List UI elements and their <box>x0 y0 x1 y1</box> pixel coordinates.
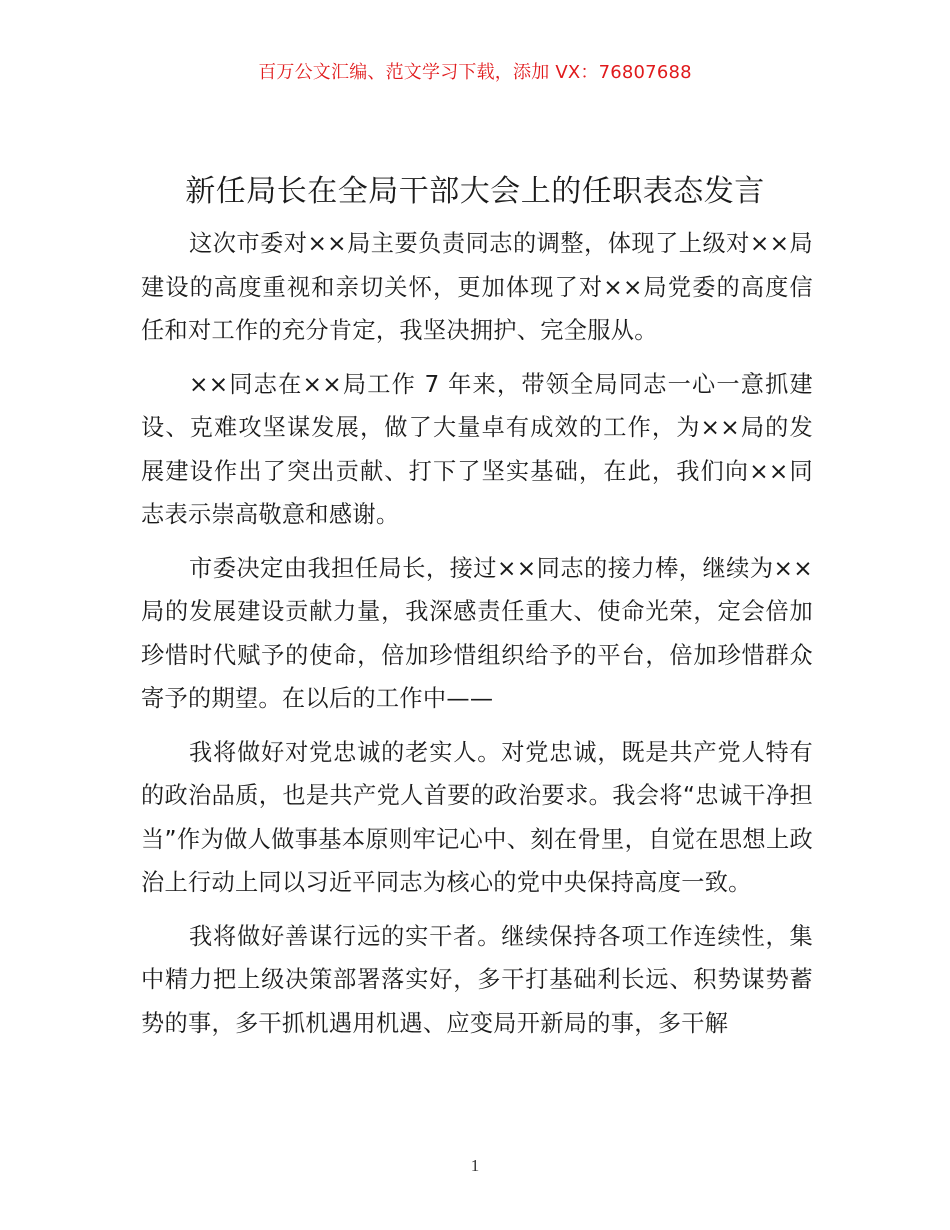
paragraph: 我将做好对党忠诚的老实人。对党忠诚，既是共产党人特有的政治品质，也是共产党人首要的政治要求。我会将“忠诚干净担当”作为做人做事基本原则牢记心中、刻在骨里，自觉在思想上政治上行动上同以习近平同志为核心的党中央保持高度一致。 <box>141 738 813 896</box>
paragraph: 这次市委对××局主要负责同志的调整，体现了上级对××局建设的高度重视和亲切关怀，更加体现了对××局党委的高度信任和对工作的充分肯定，我坚决拥护、完全服从。 <box>141 230 813 344</box>
watermark-header: 百万公文汇编、范文学习下载，添加 VX：76807688 <box>258 62 692 83</box>
document-title: 新任局长在全局干部大会上的任职表态发言 <box>185 174 765 209</box>
paragraph: ××同志在××局工作 7 年来，带领全局同志一心一意抓建设、克难攻坚谋发展，做了大量卓有成效的工作，为××局的发展建设作出了突出贡献、打下了坚实基础，在此，我们向××同志表示崇高敬意和感谢。 <box>141 370 813 528</box>
page-number: 1 <box>470 1156 480 1175</box>
paragraph: 我将做好善谋行远的实干者。继续保持各项工作连续性，集中精力把上级决策部署落实好，多干打基础利长远、积势谋势蓄势的事，多干抓机遇用机遇、应变局开新局的事，多干解 <box>141 922 813 1037</box>
document-body <box>141 222 813 1055</box>
paragraph: 市委决定由我担任局长，接过××同志的接力棒，继续为××局的发展建设贡献力量，我深感责任重大、使命光荣，定会倍加珍惜时代赋予的使命，倍加珍惜组织给予的平台，倍加珍惜群众寄予的期望。在以后的工作中—— <box>141 554 813 712</box>
